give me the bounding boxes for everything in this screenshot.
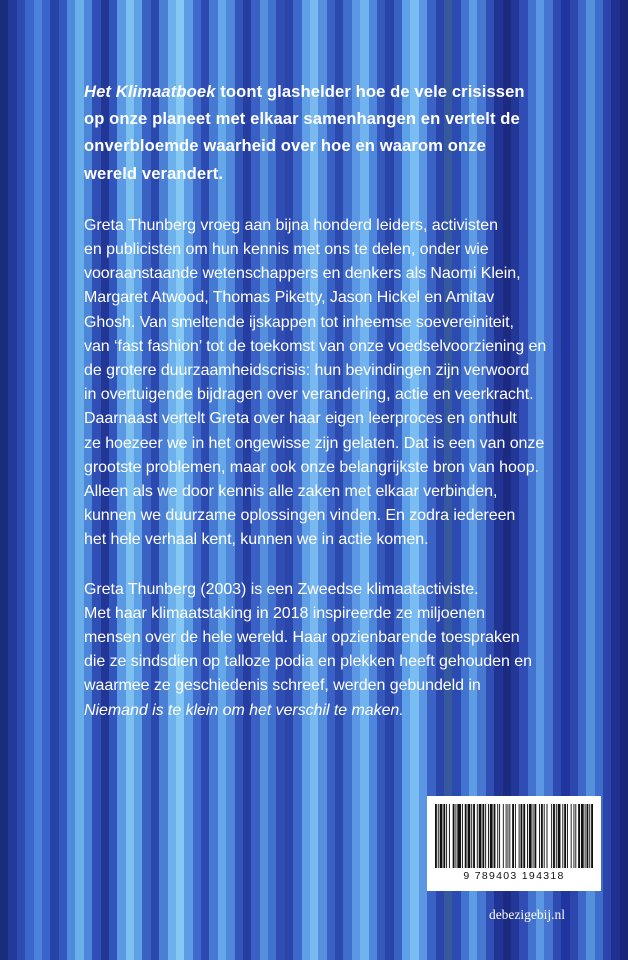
barcode-bar [443,804,445,868]
barcode-bar [553,804,555,868]
barcode-bar [571,804,572,868]
intro-line: Het Klimaatboek toont glashelder hoe de vele crisissen [84,82,525,101]
barcode-bar [471,804,472,868]
barcode-bar [465,804,467,868]
barcode-bar [523,804,525,868]
barcode-bar [494,804,496,868]
barcode-bar [485,804,486,868]
barcode-bar [556,804,557,868]
barcode-bar [446,804,447,868]
barcode-label [427,796,601,891]
text-line: in overtuigende bijdragen over verandering, actie en veerkracht. [84,386,534,404]
stripe [50,0,58,960]
text-line [84,699,604,723]
stripe [0,0,8,960]
stripe [67,0,75,960]
barcode-bar [589,804,590,868]
intro-line: wereld verandert. [84,163,224,183]
barcode-bar [506,804,507,868]
barcode-bar [585,804,586,868]
text-line: grootste problemen, maar ook onze belangrijkste bron van hoop. [84,458,539,476]
intro-line: op onze planeet met elkaar samenhangen en vertelt de [84,109,520,129]
stripe [75,0,83,960]
barcode-bar [503,804,504,868]
text-line: Daarnaast vertelt Greta over haar eigen leerproces en onthult [84,410,517,428]
publisher-url: debezigebij.nl [488,907,566,922]
barcode-bar [586,804,588,868]
barcode-bar [551,804,552,868]
barcode-bar [435,804,437,868]
text-line: waarmee ze geschiedenis schreef, werden gebundeld in [84,677,481,695]
barcode-bar [497,804,498,868]
barcode-bar [527,804,528,868]
text-line: vooraanstaande wetenschappers en denkers als Naomi Klein, [84,265,521,283]
barcode-bar [449,804,450,868]
text-line: die ze sindsdien op talloze podia en plekken heeft gehouden en [84,653,532,671]
barcode-bar [581,804,584,868]
stripe [603,0,611,960]
barcode-bar [544,804,545,868]
stripe [25,0,33,960]
barcode-bar [575,804,576,868]
text-line: kunnen we duurzame oplossingen vinden. En zodra iedereen [84,507,516,525]
barcode-bar [534,804,536,868]
barcode-bar [440,804,443,868]
barcode-bar [499,804,500,868]
intro-paragraph [84,78,604,187]
barcode-bar [578,804,580,868]
barcode-bar [562,804,563,868]
barcode-bar [507,804,508,868]
barcode-bar [533,804,534,868]
barcode-bar [482,804,484,868]
text-line: het hele verhaal kent, kunnen we in actie komen. [84,531,429,549]
stripe [17,0,25,960]
barcode-bar [564,804,566,868]
barcode-bar [515,804,516,868]
barcode-bar [457,804,461,868]
barcode-bar [512,804,514,868]
text-line: Margaret Atwood, Thomas Piketty, Jason Hickel en Amitav [84,289,495,307]
barcode-bar [558,804,561,868]
barcode-bar [453,804,455,868]
text-line: van ‘fast fashion’ tot de toekomst van onze voedselvoorziening en [84,337,547,355]
barcode-bar [529,804,532,868]
text-line: mensen over de hele wereld. Haar opzienbarende toespraken [84,629,520,647]
description-paragraph [84,214,604,553]
stripe [611,0,619,960]
text-line: Ghosh. Van smeltende ijskappen tot inheemse soevereiniteit, [84,313,514,331]
text-line: en publicisten om hun kennis met ons te delen, onder wie [84,241,489,259]
barcode-bar [473,804,475,868]
stripe [34,0,42,960]
barcode-bar [488,804,489,868]
book-title: Het Klimaatboek [84,82,216,101]
author-bio-paragraph [84,578,604,723]
text-line: Met haar klimaatstaking in 2018 inspireerde ze miljoenen [84,604,485,622]
stripe [620,0,628,960]
barcode-bar [591,804,593,868]
barcode-bar [455,804,456,868]
isbn-number: 9 789403 194318 [463,870,565,882]
barcode-bar [490,804,493,868]
isbn-barcode [435,804,593,868]
barcode-bar [519,804,520,868]
text-line: Greta Thunberg (2003) is een Zweedse klimaatactiviste. [84,580,479,598]
barcode-bar [539,804,540,868]
previous-book-title: Niemand is te klein om het verschil te maken. [84,701,404,719]
text-line: Greta Thunberg vroeg aan bijna honderd leiders, activisten [84,216,498,234]
barcode-bar [477,804,478,868]
text-line: ze hoezeer we in het ongewisse zijn gelaten. Dat is een van onze [84,434,545,452]
barcode-bar [541,804,543,868]
barcode-bar [462,804,463,868]
barcode-bar [438,804,439,868]
intro-line: onverbloemde waarheid over hoe en waarom onze [84,136,486,156]
stripe [59,0,67,960]
barcode-bar [521,804,523,868]
stripe [8,0,16,960]
text-line: de grotere duurzaamheidscrisis: hun bevindingen zijn verwoord [84,362,530,380]
barcode-bar [479,804,482,868]
barcode-bar [509,804,510,868]
text-line: Alleen als we door kennis alle zaken met elkaar verbinden, [84,483,498,501]
stripe [42,0,50,960]
barcode-bar [567,804,568,868]
barcode-bar [547,804,548,868]
barcode-bar [573,804,574,868]
back-cover-text [84,78,604,748]
barcode-bar [468,804,471,868]
